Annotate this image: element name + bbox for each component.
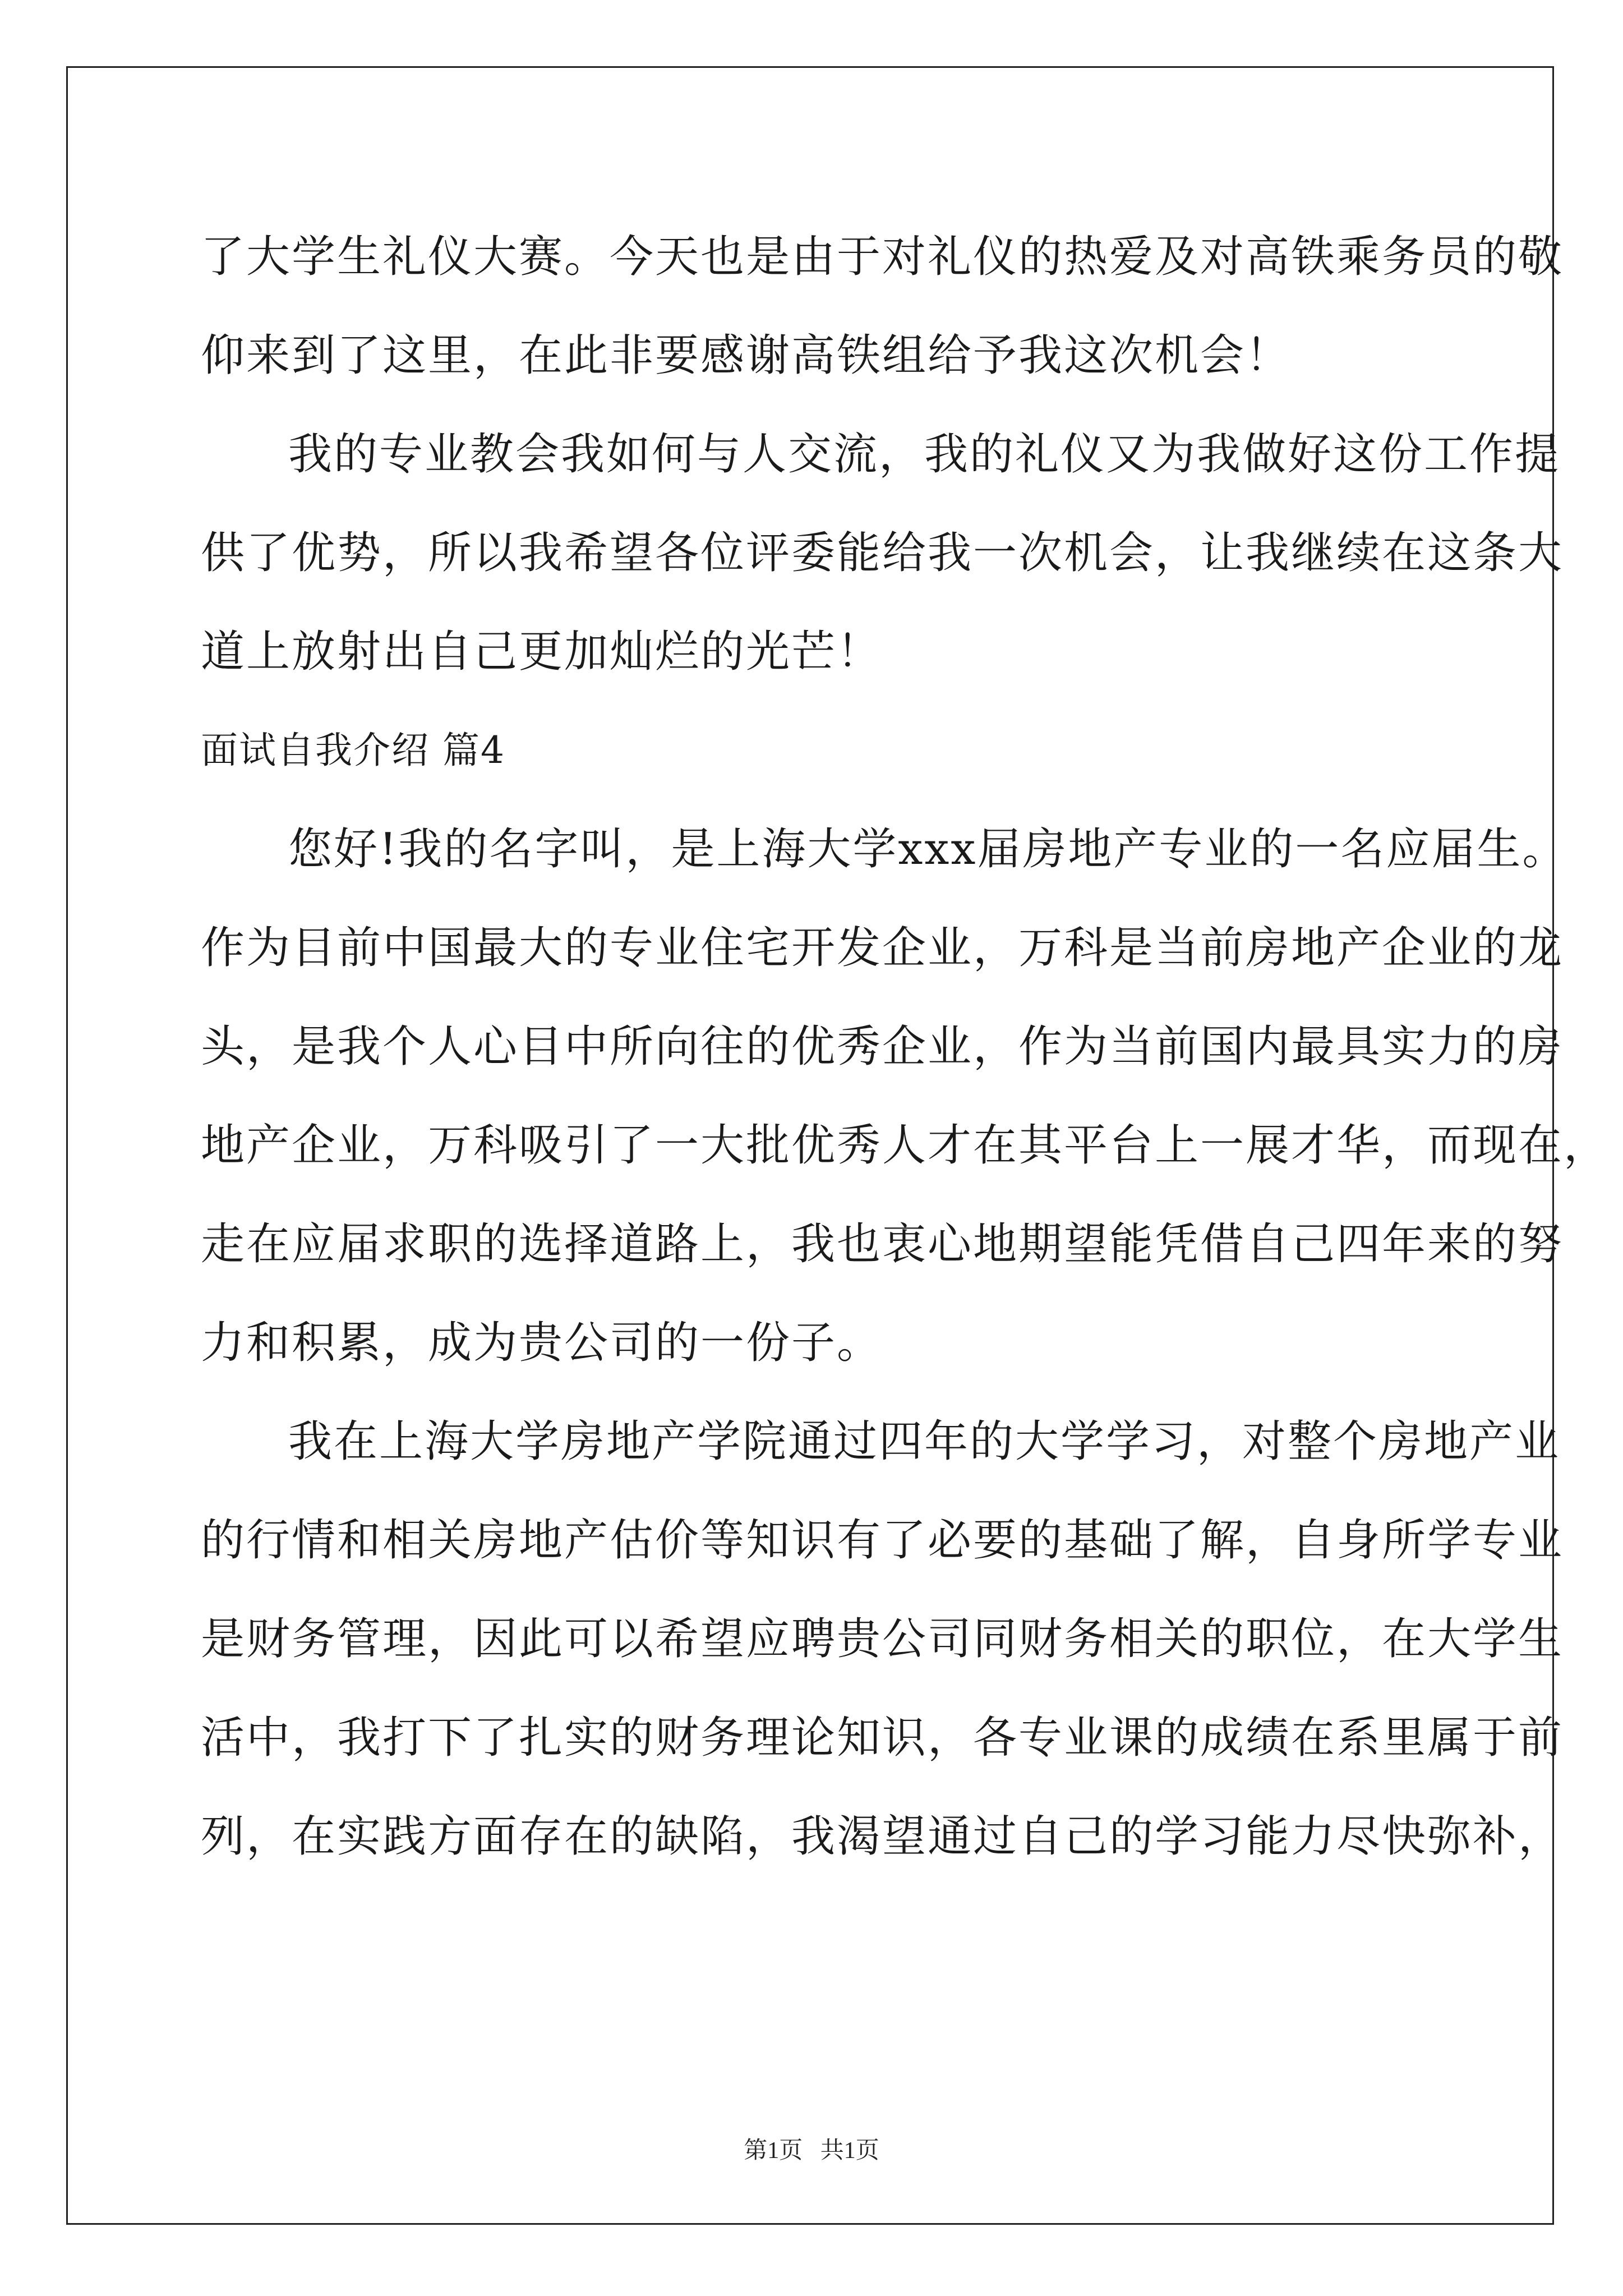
text-line: 是财务管理，因此可以希望应聘贵公司同财务相关的职位，在大学生 xyxy=(201,1614,1564,1664)
text-line: 头，是我个人心目中所向往的优秀企业，作为当前国内最具实力的房 xyxy=(201,1022,1564,1072)
page-total: 共1页 xyxy=(820,2138,879,2164)
text-line: 地产企业，万科吸引了一大批优秀人才在其平台上一展才华，而现在， xyxy=(201,1120,1610,1171)
text-line: 列，在实践方面存在的缺陷，我渴望通过自己的学习能力尽快弥补， xyxy=(201,1811,1564,1862)
text-line: 力和积累，成为贵公司的一份子。 xyxy=(201,1318,883,1368)
document-body xyxy=(201,208,1610,1886)
text-line: 的行情和相关房地产估价等知识有了必要的基础了解，自身所学专业 xyxy=(201,1515,1564,1566)
text-line: 您好!我的名字叫，是上海大学xxx届房地产专业的一名应届生。 xyxy=(288,824,1568,875)
text-line: 我在上海大学房地产学院通过四年的大学学习，对整个房地产业 xyxy=(288,1416,1561,1467)
paragraph xyxy=(201,800,1610,1392)
text-line: 道上放射出自己更加灿烂的光芒！ xyxy=(201,627,883,677)
paragraph xyxy=(201,1392,1564,1886)
text-line: 活中，我打下了扎实的财务理论知识，各专业课的成绩在系里属于前 xyxy=(201,1713,1564,1763)
page-number: 第1页 xyxy=(744,2138,803,2164)
text-line: 我的专业教会我如何与人交流，我的礼仪又为我做好这份工作提 xyxy=(288,429,1561,480)
text-line: 仰来到了这里，在此非要感谢高铁组给予我这次机会！ xyxy=(201,330,1292,381)
paragraph xyxy=(201,208,1564,405)
page-footer xyxy=(0,2132,1623,2165)
section-heading: 面试自我介绍 篇4 xyxy=(201,729,505,772)
text-line: 了大学生礼仪大赛。今天也是由于对礼仪的热爱及对高铁乘务员的敬 xyxy=(201,232,1564,282)
text-line: 供了优势，所以我希望各位评委能给我一次机会，让我继续在这条大 xyxy=(201,528,1564,578)
text-line: 走在应届求职的选择道路上，我也衷心地期望能凭借自己四年来的努 xyxy=(201,1219,1564,1269)
paragraph xyxy=(201,405,1564,701)
text-line: 作为目前中国最大的专业住宅开发企业，万科是当前房地产企业的龙 xyxy=(201,923,1564,973)
